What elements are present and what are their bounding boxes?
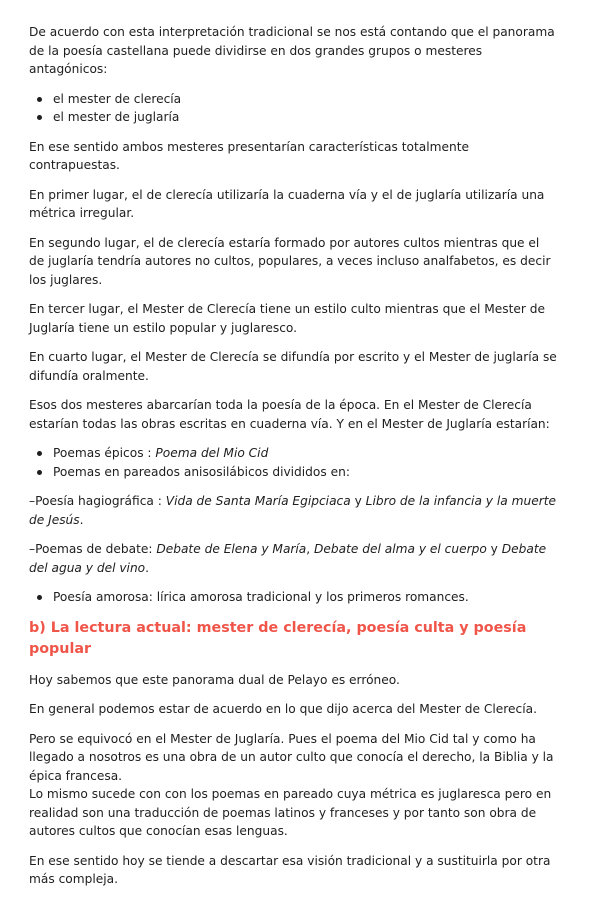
paragraph-mismo: Lo mismo sucede con con los poemas en pareado cuya métrica es juglaresca pero en realidad son una traducción de poemas latinos y franceses y por tanto son obra de autores cultos que conocían esas lenguas. — [29, 787, 552, 838]
paragraph-hagiografica: –Poesía hagiográfica : Vida de Santa María Egipciaca y Libro de la infancia y la muerte de Jesús. — [29, 494, 556, 527]
paragraph-sentido: En ese sentido ambos mesteres presentarían características totalmente contrapuestas. — [29, 139, 469, 172]
bullet-icon — [37, 97, 42, 102]
list-item: Poemas épicos : Poema del Mio Cid — [29, 444, 557, 463]
document-body — [29, 23, 557, 900]
paragraph-tercer-lugar: En tercer lugar, el Mester de Clerecía tiene un estilo culto mientras que el Mester de Juglaría tiene un estilo popular y juglaresco. — [29, 302, 545, 335]
paragraph-segundo-lugar: En segundo lugar, el de clerecía estaría formado por autores cultos mientras que el de juglaría tendría autores no cultos, populares, a veces incluso analfabetos, es decir los juglares. — [29, 235, 551, 287]
bullet-icon — [37, 470, 42, 475]
section-heading: b) La lectura actual: mester de clerecía, poesía culta y poesía popular — [29, 619, 527, 657]
list-item: el mester de clerecía — [29, 90, 557, 109]
paragraph-final: En ese sentido hoy se tiende a descartar esa visión tradicional y a sustituirla por otra más compleja. — [29, 853, 551, 886]
list-item: Poemas en pareados anisosilábicos divididos en: — [29, 463, 557, 482]
amorosa-list — [29, 588, 557, 607]
list-item: el mester de juglaría — [29, 108, 557, 127]
bullet-icon — [37, 595, 42, 600]
bullet-icon — [37, 451, 42, 456]
paragraph-pero: Pero se equivocó en el Mester de Juglaría. Pues el poema del Mio Cid tal y como ha llegado a nosotros es una obra de un autor culto que conocía el derecho, la Biblia y la épica francesa. — [29, 731, 554, 783]
paragraph-general: En general podemos estar de acuerdo en lo que dijo acerca del Mester de Clerecía. — [29, 702, 537, 716]
list-item: Poesía amorosa: lírica amorosa tradicional y los primeros romances. — [29, 588, 557, 607]
paragraph-esos-mesteres: Esos dos mesteres abarcarían toda la poesía de la época. En el Mester de Clerecía estarían todas las obras escritas en cuaderna vía. Y en el Mester de Juglaría estarían: — [29, 398, 550, 431]
paragraph-cuarto-lugar: En cuarto lugar, el Mester de Clerecía se difundía por escrito y el Mester de juglaría se difundía oralmente. — [29, 350, 557, 383]
bullet-icon — [37, 115, 42, 120]
juglaria-list — [29, 444, 557, 481]
mester-groups-list — [29, 90, 557, 127]
paragraph-primer-lugar: En primer lugar, el de clerecía utilizaría la cuaderna vía y el de juglaría utilizaría una métrica irregular. — [29, 187, 545, 220]
paragraph-hoy: Hoy sabemos que este panorama dual de Pelayo es erróneo. — [29, 672, 400, 687]
paragraph-debate: –Poemas de debate: Debate de Elena y María, Debate del alma y el cuerpo y Debate del agua y del vino. — [29, 542, 547, 575]
intro-paragraph: De acuerdo con esta interpretación tradicional se nos está contando que el panorama de la poesía castellana puede dividirse en dos grandes grupos o mesteres antagónicos: — [29, 25, 555, 76]
